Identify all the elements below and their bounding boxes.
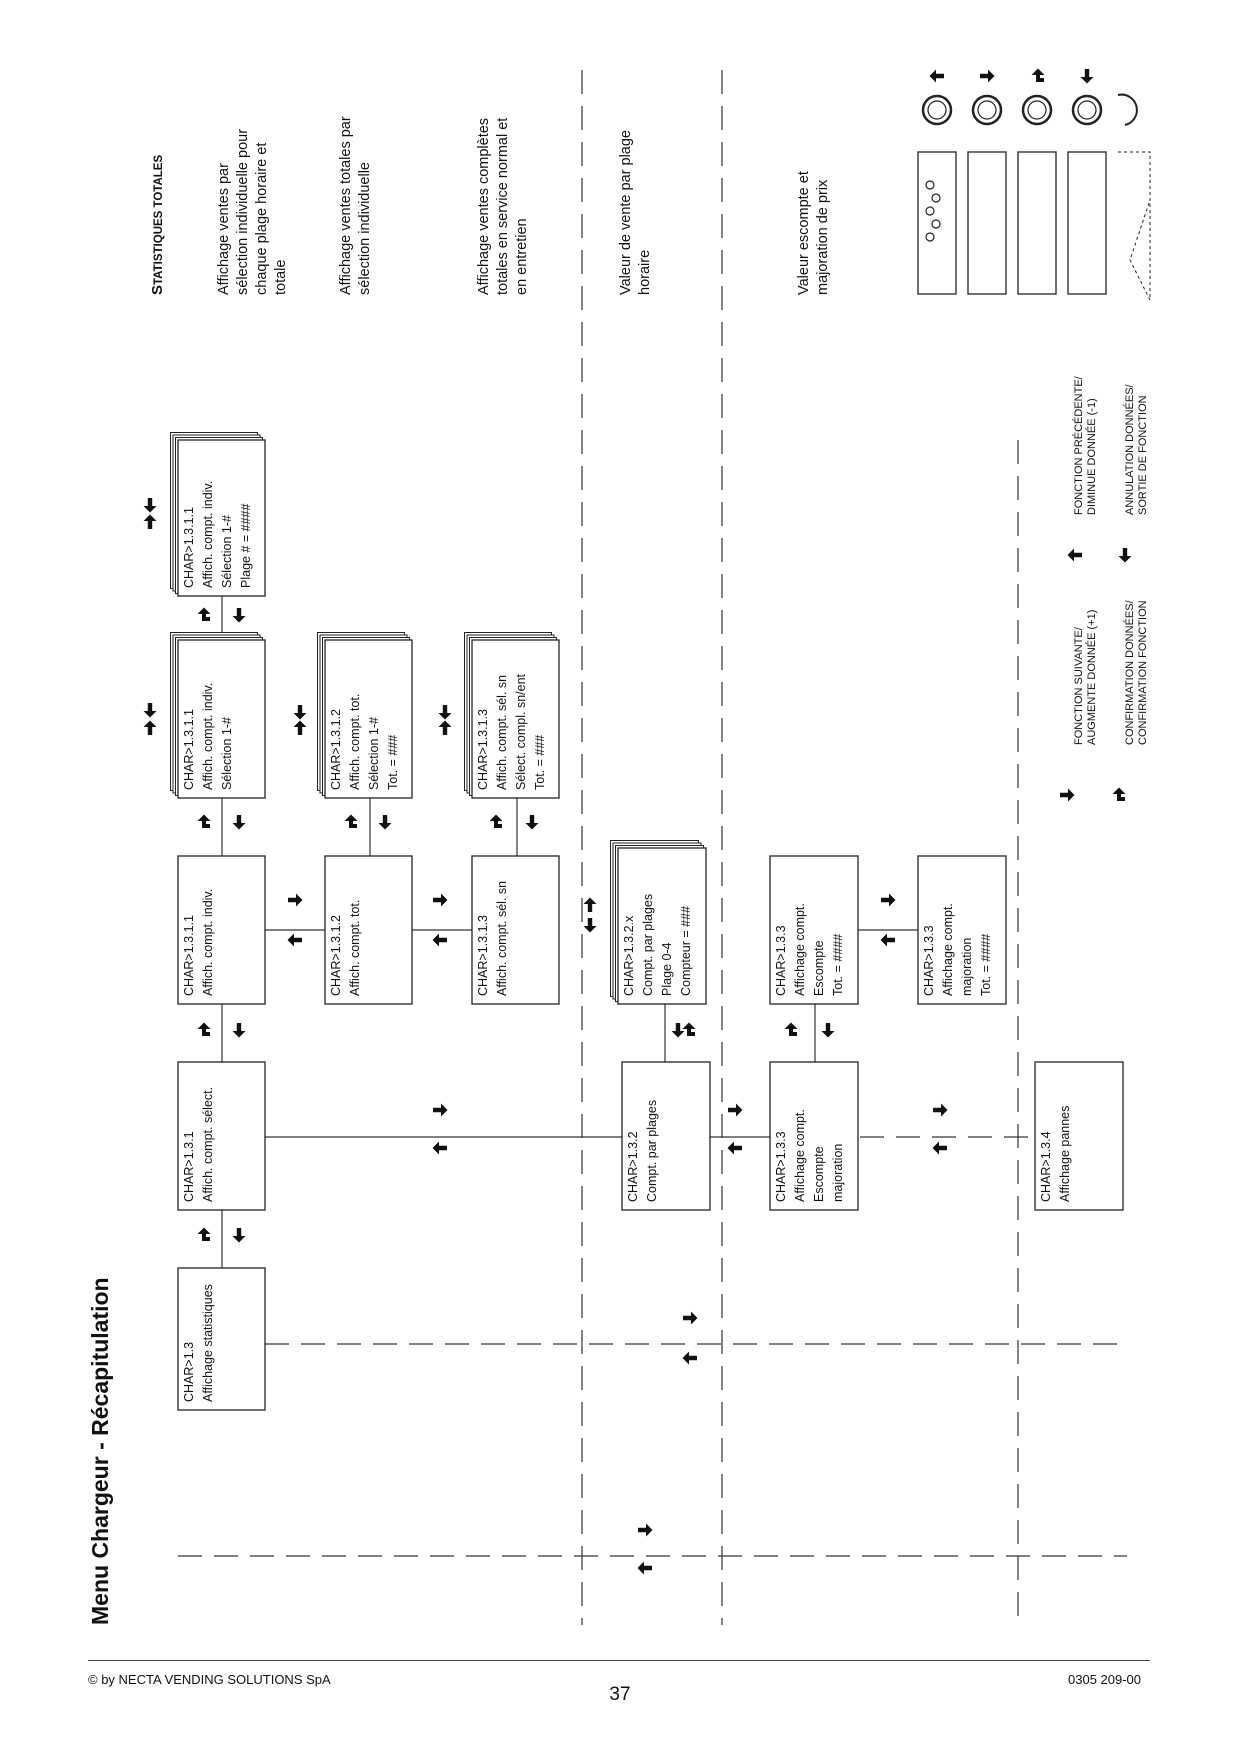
direction-arrow-icon xyxy=(728,1142,743,1155)
note-line: Affichage ventes par xyxy=(216,163,232,295)
menu-box-line: Tot. = ### xyxy=(386,734,400,790)
menu-box-line: Tot. = ### xyxy=(533,734,547,790)
menu-box-line: Escompte xyxy=(812,1146,826,1202)
menu-box-line: CHAR>1.3.3 xyxy=(922,925,936,996)
direction-arrow-icon xyxy=(294,705,307,720)
menu-box-line: Sélection 1-# xyxy=(220,717,234,790)
menu-box-line: Tot. = #### xyxy=(831,933,845,996)
menu-box-line: Sélect. compl. sn/ent xyxy=(514,673,528,790)
menu-box-line: Affich. compt. indiv. xyxy=(201,480,215,588)
confirm-arrow-icon xyxy=(198,608,211,622)
footer-copyright: © by NECTA VENDING SOLUTIONS SpA xyxy=(88,1672,331,1687)
note-line: totales en service normal et xyxy=(495,117,511,295)
button-circle-3 xyxy=(1023,96,1051,124)
confirm-arrow-icon xyxy=(345,815,358,829)
note-line: majoration de prix xyxy=(815,179,831,295)
direction-arrow-icon xyxy=(930,70,945,83)
direction-arrow-icon xyxy=(526,815,539,830)
direction-arrow-icon xyxy=(980,70,995,83)
menu-box-line: Affich. compt. tot. xyxy=(348,693,362,790)
direction-arrow-icon xyxy=(433,1104,448,1117)
confirm-arrow-icon xyxy=(198,1023,211,1037)
direction-arrow-icon xyxy=(683,1312,698,1325)
confirm-arrow-icon xyxy=(683,1023,696,1037)
confirm-arrow-icon xyxy=(785,1023,798,1037)
menu-box-line: CHAR>1.3.1.2 xyxy=(329,915,343,996)
confirm-arrow-icon xyxy=(1032,69,1045,83)
menu-box-line: Affichage statistiques xyxy=(201,1284,215,1402)
menu-box-char-1-3-1-3-stack xyxy=(465,633,560,799)
note-line: chaque plage horaire et xyxy=(254,142,270,295)
direction-arrow-icon xyxy=(233,1023,246,1038)
menu-box-line: Plage 0-4 xyxy=(660,942,674,996)
note-line: Valeur de vente par plage xyxy=(618,130,634,295)
menu-box-line: CHAR>1.3.1 xyxy=(182,1131,196,1202)
menu-box-line: CHAR>1.3.1.1 xyxy=(182,507,196,588)
direction-arrow-icon xyxy=(822,1023,835,1038)
direction-arrow-icon xyxy=(233,815,246,830)
confirm-arrow-icon xyxy=(1113,788,1126,802)
legend-prev: DIMINUE DONNÉE (-1) xyxy=(1086,398,1098,515)
menu-box-line: Escompte xyxy=(812,940,826,996)
menu-box-line: CHAR>1.3.4 xyxy=(1039,1131,1053,1202)
direction-arrow-icon xyxy=(933,1104,948,1117)
menu-box-char-1-3 xyxy=(178,1268,265,1410)
direction-arrow-icon xyxy=(144,721,157,736)
menu-box-line: majoration xyxy=(831,1143,845,1202)
legend-cancel: SORTIE DE FONCTION xyxy=(1137,395,1149,515)
direction-arrow-icon xyxy=(144,515,157,530)
menu-box-line: Plage # = #### xyxy=(239,503,253,588)
menu-box-line: CHAR>1.3.1.3 xyxy=(476,915,490,996)
menu-box-char-1-3-2-x xyxy=(611,841,707,1005)
direction-arrow-icon xyxy=(728,1104,743,1117)
menu-box-line: Compteur = ### xyxy=(679,906,693,996)
menu-box-line: Affich. compt. sél. sn xyxy=(495,880,509,996)
direction-arrow-icon xyxy=(233,1228,246,1243)
direction-arrow-icon xyxy=(881,934,896,947)
menu-box-char-1-3-1-1-plage xyxy=(171,433,266,597)
direction-arrow-icon xyxy=(933,1142,948,1155)
menu-box-line: CHAR>1.3.1.1 xyxy=(182,915,196,996)
direction-arrow-icon xyxy=(638,1562,653,1575)
note-line: totale xyxy=(273,259,289,295)
menu-box-line: Tot. = #### xyxy=(979,933,993,996)
direction-arrow-icon xyxy=(439,705,452,720)
footer-doc-code: 0305 209-00 xyxy=(1068,1672,1142,1687)
menu-box-line: CHAR>1.3.2.x xyxy=(622,915,636,996)
menu-box-char-1-3-3 xyxy=(770,1062,858,1210)
button-circle-1 xyxy=(923,96,951,124)
direction-arrow-icon xyxy=(1068,549,1083,562)
note-line: horaire xyxy=(637,249,653,295)
menu-box-char-1-3-3-majoration xyxy=(918,856,1006,1004)
menu-box-line: Compt. par plages xyxy=(645,1099,659,1202)
direction-arrow-icon xyxy=(294,721,307,736)
page-number: 37 xyxy=(609,1684,631,1705)
menu-box-line: CHAR>1.3.3 xyxy=(774,925,788,996)
menu-box-line: CHAR>1.3.3 xyxy=(774,1131,788,1202)
direction-arrow-icon xyxy=(144,498,157,513)
menu-box-char-1-3-2 xyxy=(622,1062,710,1210)
direction-arrow-icon xyxy=(433,894,448,907)
menu-box-line: Affich. compt. sélect. xyxy=(201,1086,215,1202)
confirm-arrow-icon xyxy=(198,1228,211,1242)
page-title: Menu Chargeur - Récapitulation xyxy=(87,1277,113,1625)
footer-rule xyxy=(88,1660,1150,1661)
legend-cancel: ANNULATION DONNÉES/ xyxy=(1124,384,1136,515)
legend-prev: FONCTION PRÉCÉDENTE/ xyxy=(1073,376,1085,515)
menu-box-line: CHAR>1.3.1.1 xyxy=(182,709,196,790)
menu-box-line: CHAR>1.3.1.3 xyxy=(476,709,490,790)
menu-box-line: Sélection 1-# xyxy=(220,515,234,588)
menu-box-char-1-3-1-1 xyxy=(178,856,265,1004)
menu-box-char-1-3-1-2-stack xyxy=(318,633,413,799)
legend-next: FONCTION SUIVANTE/ xyxy=(1073,627,1085,745)
keypad-illustration xyxy=(918,95,1150,300)
direction-arrow-icon xyxy=(439,721,452,736)
direction-arrow-icon xyxy=(1060,789,1075,802)
menu-box-line: CHAR>1.3 xyxy=(182,1341,196,1402)
menu-box-char-1-3-1-3 xyxy=(472,856,559,1004)
direction-arrow-icon xyxy=(881,894,896,907)
menu-box-line: Affichage compt. xyxy=(941,903,955,996)
direction-arrow-icon xyxy=(288,894,303,907)
menu-box-line: Compt. par plages xyxy=(641,893,655,996)
menu-box-char-1-3-1-2 xyxy=(325,856,412,1004)
menu-box-line: majoration xyxy=(960,937,974,996)
menu-box-line: Affichage compt. xyxy=(793,1109,807,1202)
direction-arrow-icon xyxy=(379,815,392,830)
menu-box-line: Affichage compt. xyxy=(793,903,807,996)
menu-box-line: Affich. compt. indiv. xyxy=(201,888,215,996)
menu-box-char-1-3-4 xyxy=(1035,1062,1123,1210)
button-circle-2 xyxy=(973,96,1001,124)
menu-box-line: Affich. compt. sél. sn xyxy=(495,674,509,790)
direction-arrow-icon xyxy=(683,1352,698,1365)
direction-arrow-icon xyxy=(584,898,597,913)
direction-arrow-icon xyxy=(584,918,597,933)
direction-arrow-icon xyxy=(638,1524,653,1537)
legend-next: AUGMENTE DONNÉE (+1) xyxy=(1086,609,1098,745)
menu-box-line: Sélection 1-# xyxy=(367,717,381,790)
note-line: Valeur escompte et xyxy=(796,171,812,295)
direction-arrow-icon xyxy=(672,1023,685,1038)
menu-box-char-1-3-1 xyxy=(178,1062,265,1210)
menu-box-line: CHAR>1.3.2 xyxy=(626,1131,640,1202)
direction-arrow-icon xyxy=(233,608,246,623)
menu-box-line: CHAR>1.3.1.2 xyxy=(329,709,343,790)
menu-box-line: Affich. compt. tot. xyxy=(348,899,362,996)
button-circle-4 xyxy=(1073,96,1101,124)
direction-arrow-icon xyxy=(288,934,303,947)
note-line: en entretien xyxy=(514,218,530,295)
direction-arrow-icon xyxy=(1081,69,1094,84)
legend-confirm: CONFIRMATION FONCTION xyxy=(1137,600,1149,745)
notes-heading: STATISTIQUES TOTALES xyxy=(149,154,166,295)
note-line: Affichage ventes totales par xyxy=(338,116,354,295)
confirm-arrow-icon xyxy=(490,815,503,829)
note-line: sélection individuelle pour xyxy=(235,128,251,295)
direction-arrow-icon xyxy=(1119,548,1132,563)
menu-box-line: Affich. compt. indiv. xyxy=(201,682,215,790)
note-line: Affichage ventes complètes xyxy=(476,117,492,295)
menu-box-line: Affichage pannes xyxy=(1058,1105,1072,1202)
direction-arrow-icon xyxy=(433,1142,448,1155)
note-line: sélection individuelle xyxy=(357,162,373,295)
confirm-arrow-icon xyxy=(198,815,211,829)
menu-box-char-1-3-3-escompte xyxy=(770,856,858,1004)
direction-arrow-icon xyxy=(144,703,157,718)
menu-box-char-1-3-1-1-stack xyxy=(171,633,266,799)
direction-arrow-icon xyxy=(433,934,448,947)
legend-confirm: CONFIRMATION DONNÉES/ xyxy=(1124,600,1136,745)
